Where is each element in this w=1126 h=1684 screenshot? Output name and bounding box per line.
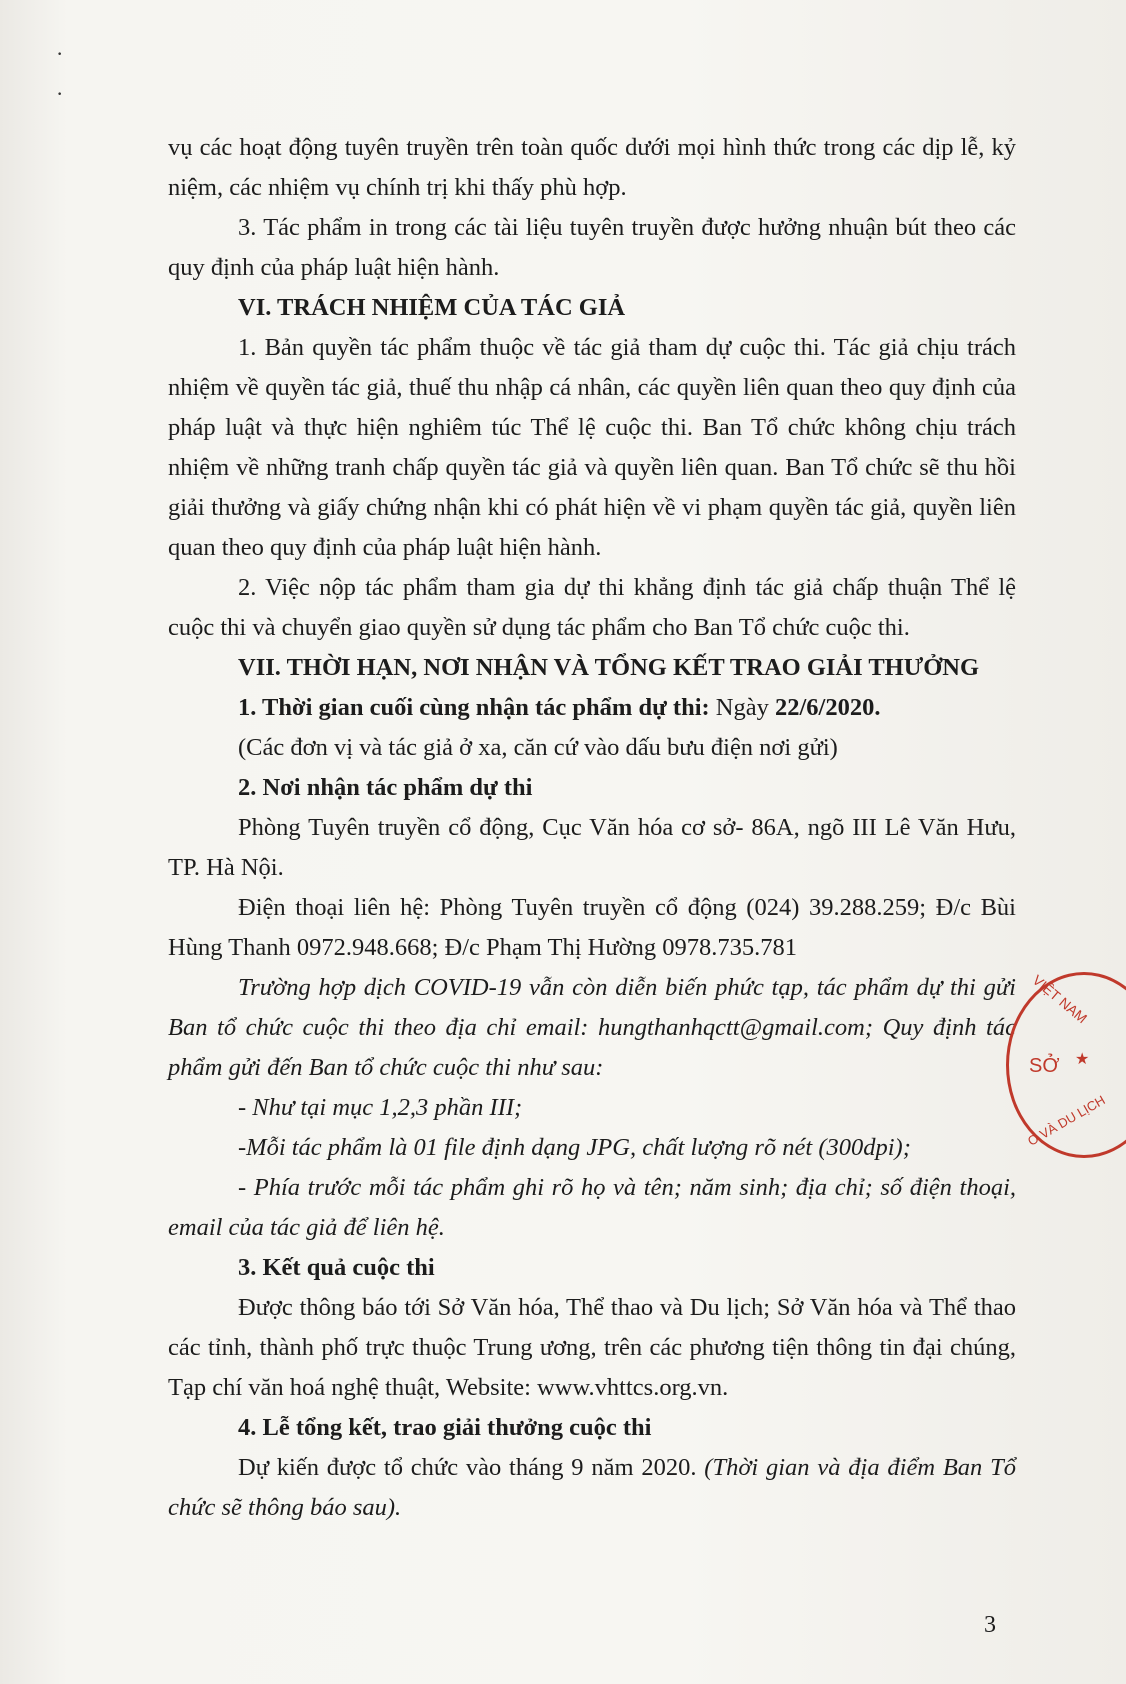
paragraph-submission-consent: 2. Việc nộp tác phẩm tham gia dự thi khẳng định tác giả chấp thuận Thể lệ cuộc thi và chuyển giao quyền sử dụng tác phẩm cho Ban Tổ chức cuộc thi. <box>168 574 1016 641</box>
margin-dots: · · <box>56 41 64 106</box>
heading-results: 3. Kết quả cuộc thi <box>238 1254 435 1281</box>
heading-author-responsibility: VI. TRÁCH NHIỆM CỦA TÁC GIẢ <box>238 294 626 321</box>
paragraph-ceremony <box>168 1448 1016 1528</box>
list-item-section-iii: - Như tại mục 1,2,3 phần III; <box>238 1094 523 1121</box>
list-item-file-format: -Mỗi tác phẩm là 01 file định dạng JPG, chất lượng rõ nét (300dpi); <box>238 1134 911 1161</box>
paragraph-postmark-note: (Các đơn vị và tác giả ở xa, căn cứ vào dấu bưu điện nơi gửi) <box>238 734 838 761</box>
deadline-label: 1. Thời gian cuối cùng nhận tác phẩm dự thi: <box>238 694 710 721</box>
ceremony-note: (Thời gian và địa điểm Ban Tổ chức sẽ thông báo sau). <box>168 1454 1016 1521</box>
page-number: 3 <box>984 1612 996 1638</box>
list-item-author-info: - Phía trước mỗi tác phẩm ghi rõ họ và tên; năm sinh; địa chỉ; số điện thoại, email của tác giả để liên hệ. <box>168 1174 1016 1241</box>
paragraph-results: Được thông báo tới Sở Văn hóa, Thể thao và Du lịch; Sở Văn hóa và Thể thao các tỉnh, thành phố trực thuộc Trung ương, trên các phương tiện thông tin đại chúng, Tạp chí văn hoá nghệ thuật, Website: www.vhttcs.org.vn. <box>168 1294 1016 1401</box>
paragraph-address: Phòng Tuyên truyền cổ động, Cục Văn hóa cơ sở- 86A, ngõ III Lê Văn Hưu, TP. Hà Nội. <box>168 814 1016 881</box>
paragraph-contact-phone: Điện thoại liên hệ: Phòng Tuyên truyền cổ động (024) 39.288.259; Đ/c Bùi Hùng Thanh 0972.948.668; Đ/c Phạm Thị Hường 0978.735.781 <box>168 894 1016 961</box>
page-body <box>168 128 1016 1528</box>
paragraph-royalty: 3. Tác phẩm in trong các tài liệu tuyên truyền được hưởng nhuận bút theo các quy định của pháp luật hiện hành. <box>168 214 1016 281</box>
paragraph-copyright: 1. Bản quyền tác phẩm thuộc về tác giả tham dự cuộc thi. Tác giả chịu trách nhiệm về quyền tác giả, thuế thu nhập cá nhân, các quyền liên quan theo quy định của pháp luật và thực hiện nghiêm túc Thể lệ cuộc thi. Ban Tổ chức không chịu trách nhiệm về những tranh chấp quyền tác giả và quyền liên quan. Ban Tổ chức sẽ thu hồi giải thưởng và giấy chứng nhận khi có phát hiện về vi phạm quyền tác giả, quyền liên quan theo quy định của pháp luật hiện hành. <box>168 334 1016 561</box>
deadline-date: 22/6/2020. <box>775 694 881 721</box>
paragraph-covid-email: Trường hợp dịch COVID-19 vẫn còn diễn biến phức tạp, tác phẩm dự thi gửi Ban tổ chức cuộc thi theo địa chỉ email: hungthanhqctt@gmail.com; Quy định tác phẩm gửi đến Ban tổ chức cuộc thi như sau: <box>168 974 1016 1081</box>
stamp-text-middle: SỞ <box>1029 1055 1060 1077</box>
stamp-text-top: VIỆT NAM <box>1029 971 1091 1027</box>
star-icon: ★ <box>1075 1051 1090 1068</box>
stamp-text-bottom: O VÀ DU LỊCH <box>1025 1092 1108 1149</box>
ceremony-text: Dự kiến được tổ chức vào tháng 9 năm 2020. <box>238 1454 705 1481</box>
paragraph-deadline <box>168 688 1016 728</box>
official-seal-stamp <box>1006 972 1126 1158</box>
deadline-prefix: Ngày <box>709 694 775 721</box>
heading-deadline-section: VII. THỜI HẠN, NƠI NHẬN VÀ TỔNG KẾT TRAO GIẢI THƯỞNG <box>238 654 980 681</box>
heading-ceremony: 4. Lễ tổng kết, trao giải thưởng cuộc thi <box>238 1414 652 1441</box>
heading-submission-place: 2. Nơi nhận tác phẩm dự thi <box>238 774 533 801</box>
paragraph-continuation: vụ các hoạt động tuyên truyền trên toàn quốc dưới mọi hình thức trong các dịp lễ, kỷ niệm, các nhiệm vụ chính trị khi thấy phù hợp. <box>168 134 1016 201</box>
